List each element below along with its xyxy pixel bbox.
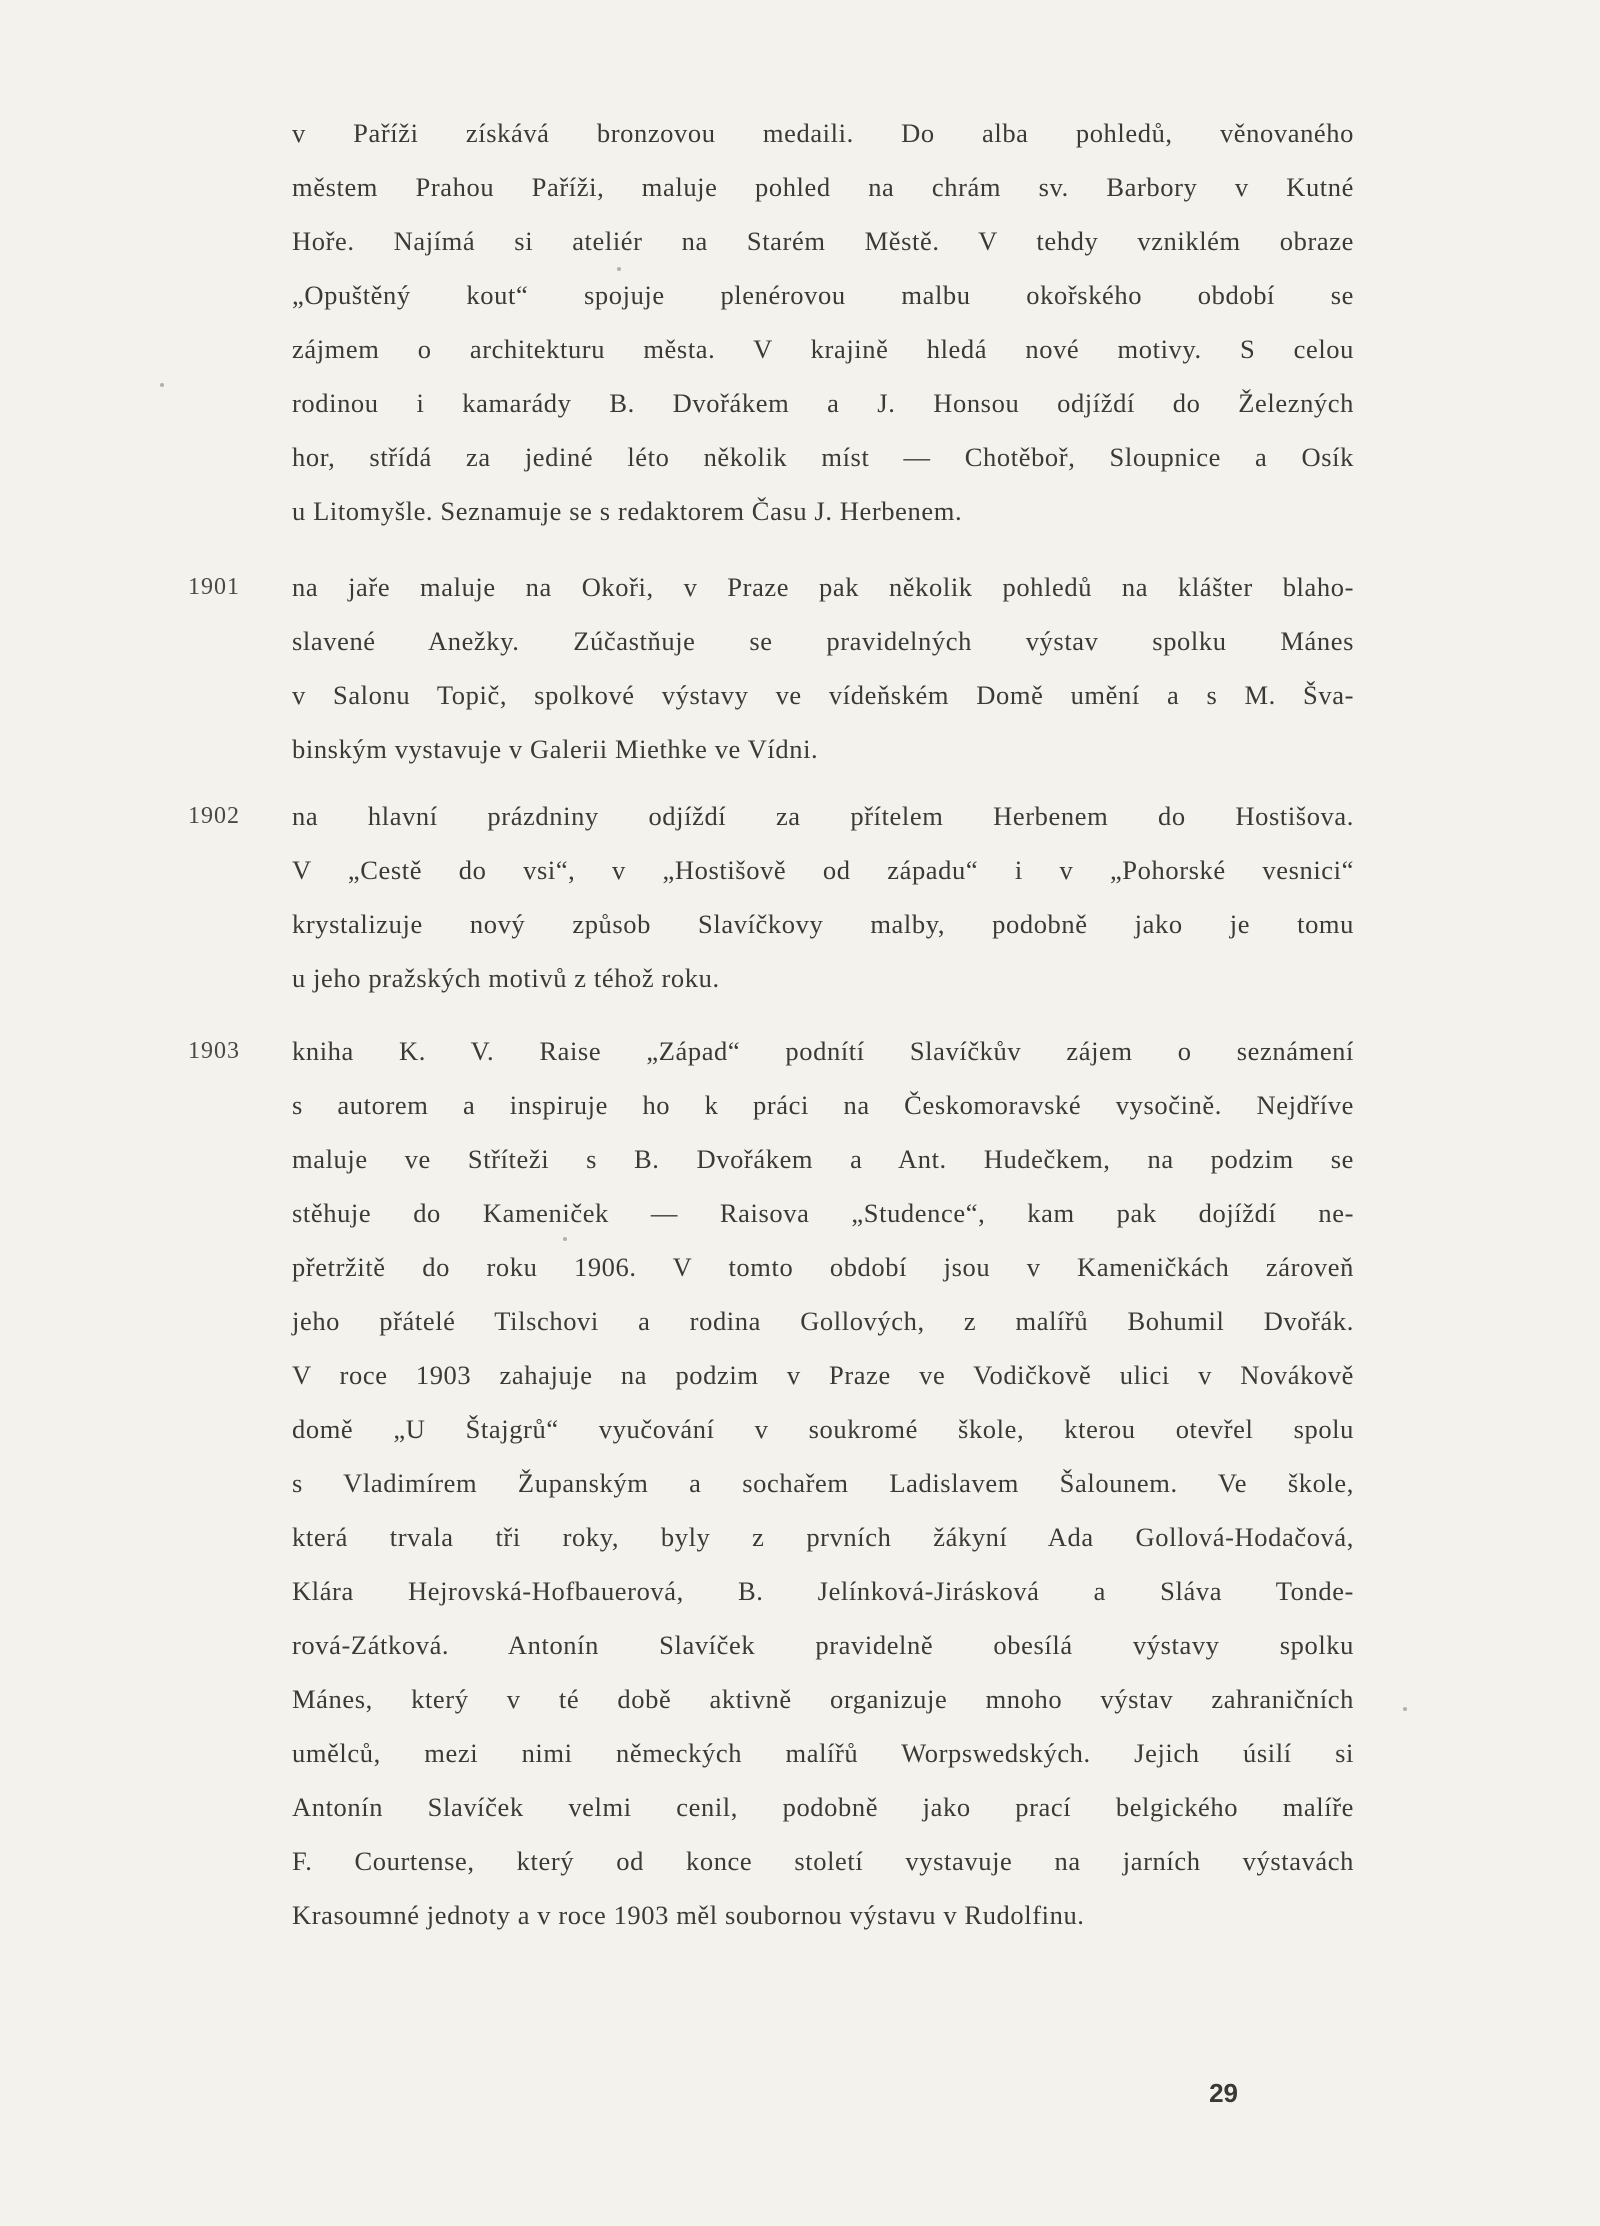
entry-text (292, 560, 1354, 776)
entry-year: 1901 (188, 574, 240, 600)
text-line: V „Cestě do vsi“, v „Hostišově od západu“ i v „Pohorské vesnici“ (292, 855, 1354, 885)
chronology-entry-1901 (188, 560, 1354, 776)
text-line: maluje ve Stříteži s B. Dvořákem a Ant. Hudečkem, na podzim se (292, 1144, 1354, 1174)
text-line: F. Courtense, který od konce století vystavuje na jarních výstavách (292, 1846, 1354, 1876)
chronology-entry-1903 (188, 1024, 1354, 1942)
text-line: u Litomyšle. Seznamuje se s redaktorem Času J. Herbenem. (292, 496, 963, 526)
text-line: Krasoumné jednoty a v roce 1903 měl soubornou výstavu v Rudolfinu. (292, 1900, 1085, 1930)
text-line: s Vladimírem Županským a sochařem Ladislavem Šalounem. Ve škole, (292, 1468, 1354, 1498)
text-line: na jaře maluje na Okoři, v Praze pak několik pohledů na klášter blaho- (292, 572, 1354, 602)
chronology-entry-1902 (188, 789, 1354, 1005)
text-line: Mánes, který v té době aktivně organizuje mnoho výstav zahraničních (292, 1684, 1354, 1714)
text-line: rová-Zátková. Antonín Slavíček pravidelně obesílá výstavy spolku (292, 1630, 1354, 1660)
text-line: hor, střídá za jediné léto několik míst — Chotěboř, Sloupnice a Osík (292, 442, 1354, 472)
text-line: Antonín Slavíček velmi cenil, podobně jako prací belgického malíře (292, 1792, 1354, 1822)
intro-text (292, 106, 1354, 538)
entry-year: 1903 (188, 1038, 240, 1064)
text-line: zájmem o architekturu města. V krajině hledá nové motivy. S celou (292, 334, 1354, 364)
text-line: „Opuštěný kout“ spojuje plenérovou malbu okořského období se (292, 280, 1354, 310)
text-line: V roce 1903 zahajuje na podzim v Praze ve Vodičkově ulici v Novákově (292, 1360, 1354, 1390)
text-line: u jeho pražských motivů z téhož roku. (292, 963, 720, 993)
paper-speck (160, 383, 164, 387)
text-line: městem Prahou Paříži, maluje pohled na chrám sv. Barbory v Kutné (292, 172, 1354, 202)
text-line: v Paříži získává bronzovou medaili. Do alba pohledů, věnovaného (292, 118, 1354, 148)
text-line: na hlavní prázdniny odjíždí za přítelem Herbenem do Hostišova. (292, 801, 1354, 831)
paper-speck (617, 267, 621, 271)
entry-year: 1902 (188, 803, 240, 829)
entry-text (292, 1024, 1354, 1942)
text-line: domě „U Štajgrů“ vyučování v soukromé škole, kterou otevřel spolu (292, 1414, 1354, 1444)
intro-paragraph (292, 106, 1354, 538)
entry-text (292, 789, 1354, 1005)
text-line: stěhuje do Kameniček — Raisova „Studence“, kam pak dojíždí ne- (292, 1198, 1354, 1228)
text-line: jeho přátelé Tilschovi a rodina Gollových, z malířů Bohumil Dvořák. (292, 1306, 1354, 1336)
text-line: Klára Hejrovská-Hofbauerová, B. Jelínková-Jirásková a Sláva Tonde- (292, 1576, 1354, 1606)
paper-speck (563, 1237, 567, 1241)
text-line: kniha K. V. Raise „Západ“ podnítí Slavíčkův zájem o seznámení (292, 1036, 1354, 1066)
text-line: slavené Anežky. Zúčastňuje se pravidelných výstav spolku Mánes (292, 626, 1354, 656)
text-line: přetržitě do roku 1906. V tomto období jsou v Kameničkách zároveň (292, 1252, 1354, 1282)
page-number: 29 (1209, 2078, 1238, 2108)
text-line: Hoře. Najímá si ateliér na Starém Městě. V tehdy vzniklém obraze (292, 226, 1354, 256)
text-line: rodinou i kamarády B. Dvořákem a J. Honsou odjíždí do Železných (292, 388, 1354, 418)
text-line: krystalizuje nový způsob Slavíčkovy malby, podobně jako je tomu (292, 909, 1354, 939)
text-line: umělců, mezi nimi německých malířů Worpswedských. Jejich úsilí si (292, 1738, 1354, 1768)
text-line: s autorem a inspiruje ho k práci na Českomoravské vysočině. Nejdříve (292, 1090, 1354, 1120)
text-line: v Salonu Topič, spolkové výstavy ve vídeňském Domě umění a s M. Šva- (292, 680, 1354, 710)
text-line: binským vystavuje v Galerii Miethke ve Vídni. (292, 734, 819, 764)
text-line: která trvala tři roky, byly z prvních žákyní Ada Gollová-Hodačová, (292, 1522, 1354, 1552)
paper-speck (1403, 1707, 1407, 1711)
